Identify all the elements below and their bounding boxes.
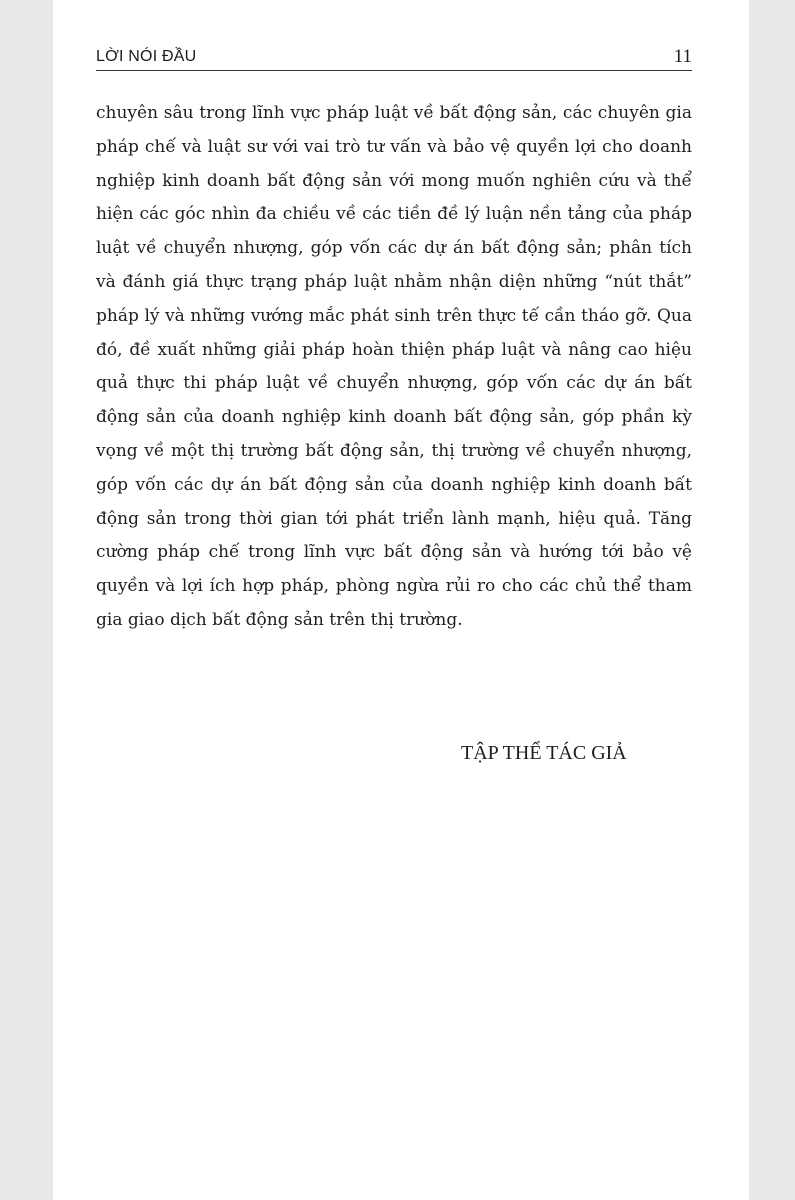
page-number: 11 (673, 46, 692, 67)
author-signature: TẬP THỂ TÁC GIẢ (461, 742, 627, 764)
body-paragraph: chuyên sâu trong lĩnh vực pháp luật về bất động sản, các chuyên gia pháp chế và luật sư với vai trò tư vấn và bảo vệ quyền lợi cho doanh nghiệp kinh doanh bất động sản với mong muốn nghiên cứu và thể hiện các góc nhìn đa chiều về các tiền đề lý luận nền tảng của pháp luật về chuyển nhượng, góp vốn các dự án bất động sản; phân tích và đánh giá thực trạng pháp luật nhằm nhận diện những “nút thắt” pháp lý và những vướng mắc phát sinh trên thực tế cần tháo gỡ. Qua đó, đề xuất những giải pháp hoàn thiện pháp luật và nâng cao hiệu quả thực thi pháp luật về chuyển nhượng, góp vốn các dự án bất động sản của doanh nghiệp kinh doanh bất động sản, góp phần kỳ vọng về một thị trường bất động sản, thị trường về chuyển nhượng, góp vốn các dự án bất động sản của doanh nghiệp kinh doanh bất động sản trong thời gian tới phát triển lành mạnh, hiệu quả. Tăng cường pháp chế trong lĩnh vực bất động sản và hướng tới bảo vệ quyền và lợi ích hợp pháp, phòng ngừa rủi ro cho các chủ thể tham gia giao dịch bất động sản trên thị trường. (96, 103, 692, 630)
chapter-title: LỜI NÓI ĐẦU (96, 48, 197, 65)
book-page (53, 0, 749, 1200)
running-header (96, 44, 692, 71)
